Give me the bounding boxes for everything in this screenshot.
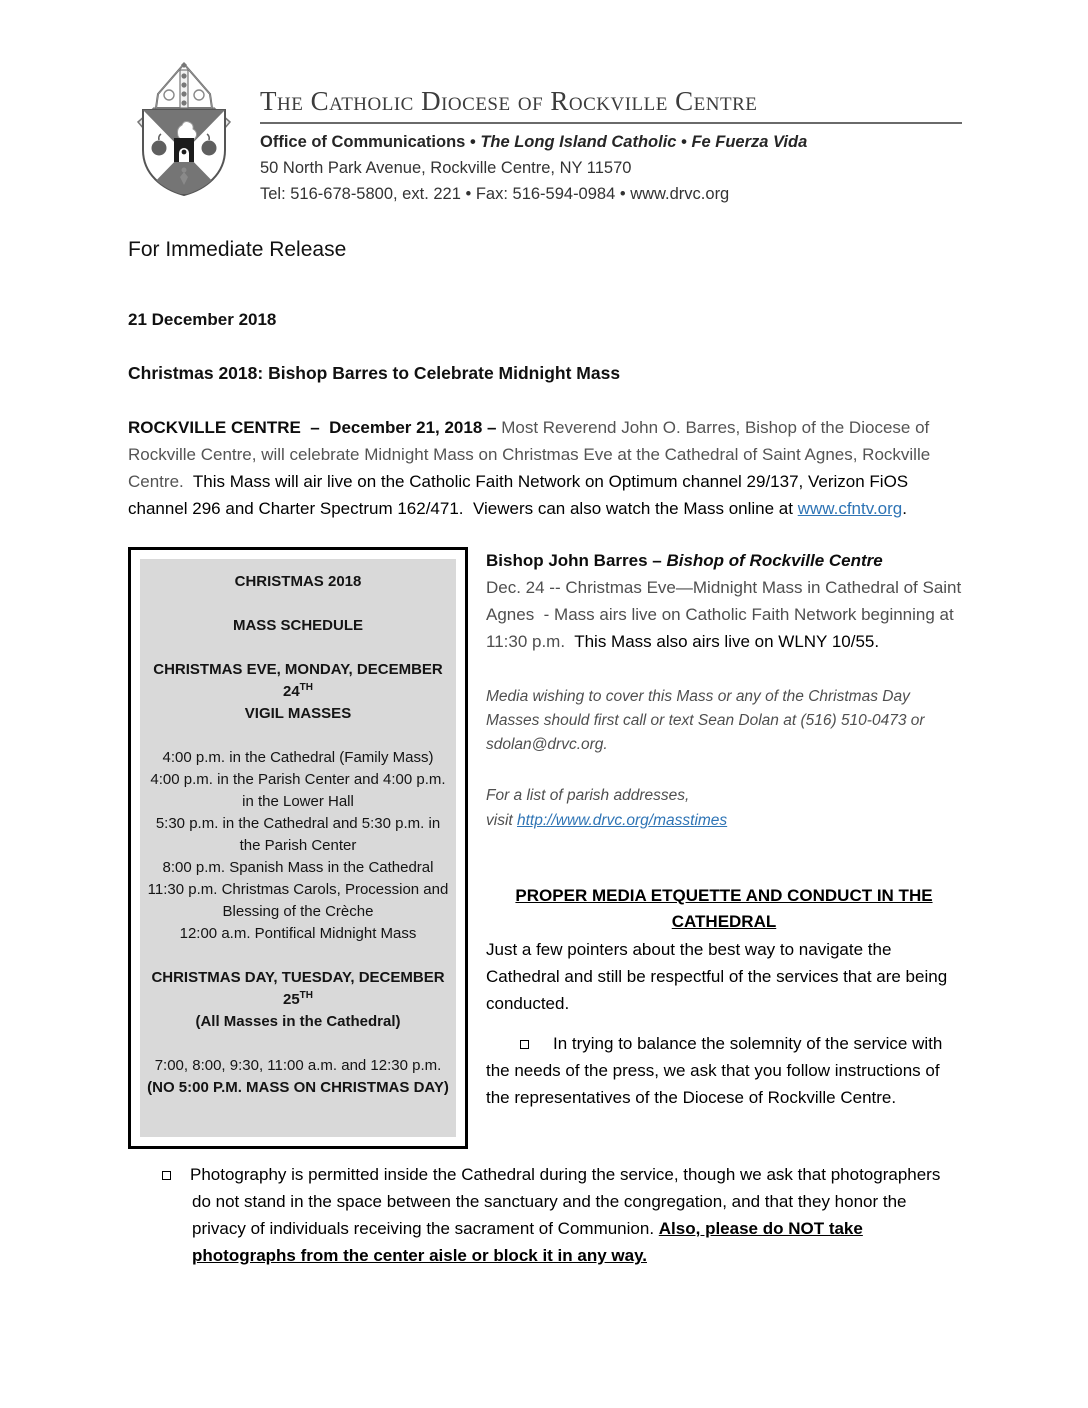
- bishop-heading: Bishop John Barres – Bishop of Rockville Centre: [486, 551, 883, 570]
- diocese-coat-of-arms-icon: [128, 62, 240, 204]
- bullet-photo-text: Photography is permitted inside the Cathedral during the service, though we ask that photographers do not stand in the space between the sanctuary and the congregation, and that they honor the privacy of individuals receiving the sacrament of Communion.: [190, 1165, 941, 1238]
- lead-text-black: This Mass will air live on the Catholic Faith Network on Optimum channel 29/137, Verizon FiOS channel 296 and Charter Spectrum 162/471. Viewers can also watch the Mass online at: [128, 472, 913, 518]
- christmas-eve-heading: CHRISTMAS EVE, MONDAY, DECEMBER 24TH: [153, 661, 443, 700]
- letterhead-divider: [260, 122, 962, 124]
- release-date: 21 December 2018: [128, 310, 277, 329]
- vigil-line: 11:30 p.m. Christmas Carols, Procession and Blessing of the Crèche: [147, 881, 449, 920]
- no-mass-note: (NO 5:00 P.M. MASS ON CHRISTMAS DAY): [147, 1079, 449, 1096]
- bullet-item-press: [486, 1030, 962, 1111]
- vigil-line: 4:00 p.m. in the Parish Center and 4:00 p.m. in the Lower Hall: [150, 771, 446, 810]
- vigil-line: 5:30 p.m. in the Cathedral and 5:30 p.m. in the Parish Center: [155, 815, 441, 854]
- bishop-title-italic: Bishop of Rockville Centre: [666, 551, 883, 570]
- etiquette-intro: Just a few pointers about the best way to navigate the Cathedral and still be respectful of the services that are being conducted.: [486, 940, 948, 1013]
- publication-name: The Long Island Catholic: [480, 133, 677, 151]
- right-column: [486, 547, 966, 1111]
- vigil-line: 12:00 a.m. Pontifical Midnight Mass: [179, 925, 417, 942]
- motto: Fe Fuerza Vida: [691, 133, 808, 151]
- christmas-day-heading: CHRISTMAS DAY, TUESDAY, DECEMBER 25TH: [151, 969, 445, 1008]
- lead-text-gray: Most Reverend John O. Barres, Bishop of the Diocese of Rockville Centre, will celebrate Midnight Mass on Christmas Eve at the Cathedral of Saint Agnes, Rockville Centre.: [128, 418, 935, 491]
- bullet-press-text: In trying to balance the solemnity of the service with the needs of the press, we ask that you follow instructions of the representatives of the Diocese of Rockville Centre.: [486, 1034, 948, 1107]
- etiquette-heading: PROPER MEDIA ETQUETTE AND CONDUCT IN THE CATHEDRAL: [515, 886, 933, 931]
- ordinal-superscript: TH: [299, 682, 314, 693]
- parish-line: For a list of parish addresses,: [486, 787, 690, 804]
- letterhead: [128, 62, 962, 204]
- vigil-masses-heading: VIGIL MASSES: [244, 705, 352, 722]
- lead-period: .: [902, 499, 907, 518]
- headline: Christmas 2018: Bishop Barres to Celebrate Midnight Mass: [128, 363, 621, 383]
- office-line: [260, 133, 962, 152]
- bullet-item-photography: [128, 1161, 962, 1269]
- address-line: 50 North Park Avenue, Rockville Centre, NY 11570: [260, 159, 632, 177]
- broadcast-text-gray: Dec. 24 -- Christmas Eve—Midnight Mass in Cathedral of Saint Agnes - Mass airs live on Catholic Faith Network beginning at 11:30 p.m.: [486, 578, 966, 651]
- lead-paragraph: [128, 414, 962, 522]
- checkbox-bullet-icon: [520, 1040, 529, 1049]
- cfntv-link[interactable]: www.cfntv.org: [797, 499, 903, 518]
- two-column-section: [128, 547, 966, 1149]
- org-name: The Catholic Diocese of Rockville Centre: [260, 86, 758, 116]
- parish-visit-line: visit http://www.drvc.org/masstimes: [486, 812, 728, 829]
- bullet-photo-warning: Also, please do NOT take photographs from the center aisle or block it in any way.: [192, 1219, 863, 1265]
- schedule-subtitle: MASS SCHEDULE: [232, 617, 363, 634]
- mass-schedule-panel: [140, 559, 456, 1137]
- ordinal-superscript: TH: [299, 990, 314, 1001]
- mass-schedule-box: [128, 547, 468, 1149]
- checkbox-bullet-icon: [162, 1171, 171, 1180]
- contact-line: Tel: 516-678-5800, ext. 221 • Fax: 516-594-0984 • www.drvc.org: [260, 185, 730, 203]
- separator-dot: •: [676, 133, 692, 151]
- media-contact-note: Media wishing to cover this Mass or any of the Christmas Day Masses should first call or text Sean Dolan at (516) 510-0473 or sdolan@drvc.org.: [486, 688, 925, 753]
- office-of-communications: Office of Communications: [260, 133, 466, 151]
- christmas-day-times: 7:00, 8:00, 9:30, 11:00 a.m. and 12:30 p.m.: [154, 1057, 442, 1074]
- parish-addresses-note: [486, 783, 962, 833]
- letterhead-text: [260, 62, 962, 204]
- schedule-title: CHRISTMAS 2018: [234, 573, 362, 590]
- vigil-line: 8:00 p.m. Spanish Mass in the Cathedral: [162, 859, 434, 876]
- vigil-line: 4:00 p.m. in the Cathedral (Family Mass): [162, 749, 434, 766]
- broadcast-text-black: This Mass also airs live on WLNY 10/55.: [574, 632, 880, 651]
- separator-dot: •: [465, 133, 481, 151]
- dateline: ROCKVILLE CENTRE – December 21, 2018 –: [128, 418, 502, 437]
- masstimes-link[interactable]: http://www.drvc.org/masstimes: [517, 812, 728, 829]
- release-status: For Immediate Release: [128, 238, 347, 261]
- broadcast-paragraph: [486, 574, 966, 655]
- christmas-day-subheading: (All Masses in the Cathedral): [195, 1013, 401, 1030]
